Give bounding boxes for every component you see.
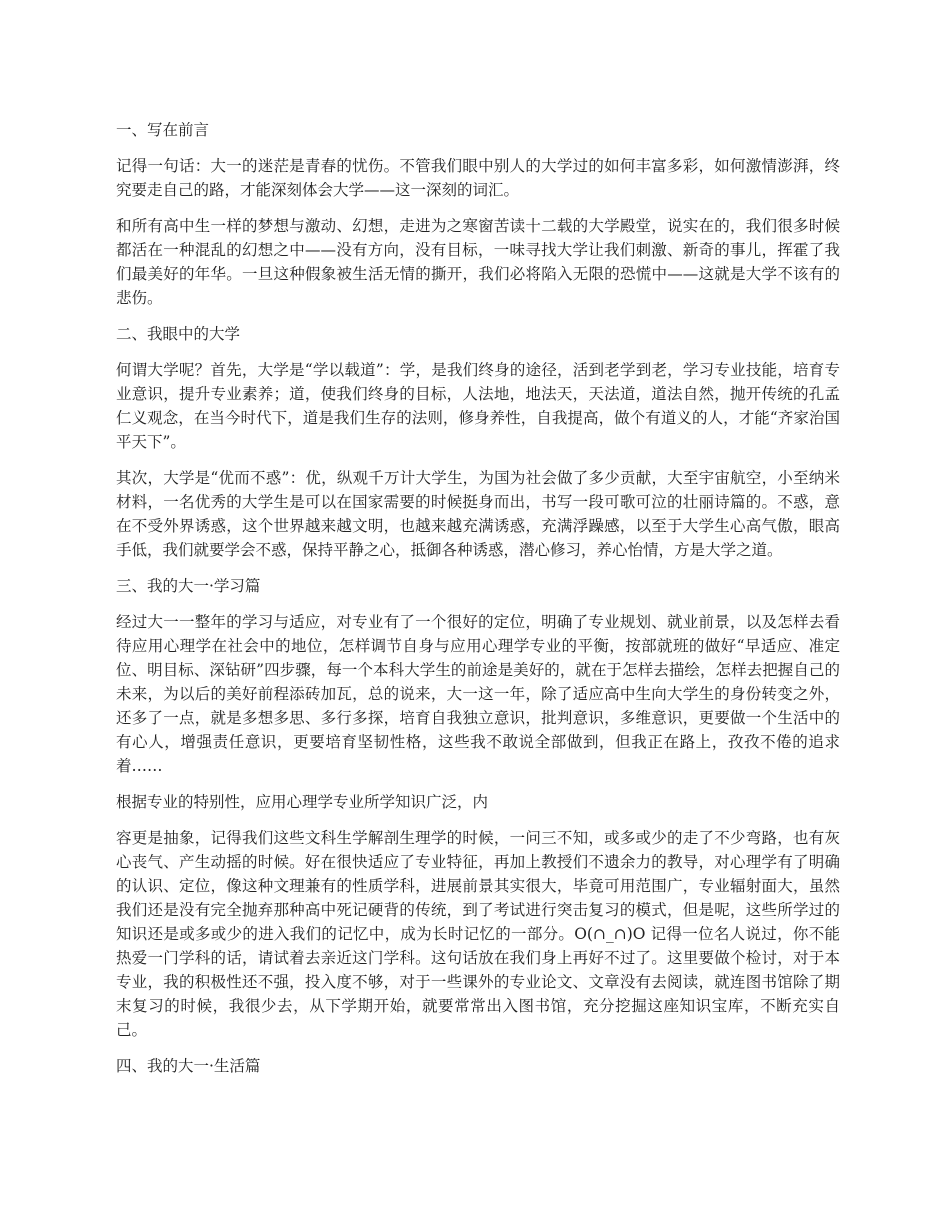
paragraph: 根据专业的特别性，应用心理学专业所学知识广泛，内 bbox=[116, 793, 489, 811]
document-page bbox=[116, 118, 840, 1090]
paragraph: 何谓大学呢？首先，大学是“学以载道”：学，是我们终身的途径，活到老学到老，学习专业技能，培育专业意识，提升专业素养；道，使我们终身的目标，人法地，地法天，天法道，道法自然，抛开传统的孔孟仁义观念，在当今时代下，道是我们生存的法则，修身养性，自我提高，做个有道义的人，才能“齐家治国平天下”。 bbox=[116, 361, 840, 451]
paragraph: 其次，大学是“优而不惑”：优，纵观千万计大学生，为国为社会做了多少贡献，大至宇宙航空，小至纳米材料，一名优秀的大学生是可以在国家需要的时候挺身而出，书写一段可歌可泣的壮丽诗篇的。不惑，意在不受外界诱惑，这个世界越来越文明，也越来越充满诱惑，充满浮躁感，以至于大学生心高气傲，眼高手低，我们就要学会不惑，保持平静之心，抵御各种诱惑，潜心修习，养心怡情，方是大学之道。 bbox=[116, 469, 840, 559]
paragraph: 和所有高中生一样的梦想与激动、幻想，走进为之寒窗苦读十二载的大学殿堂，说实在的，我们很多时候都活在一种混乱的幻想之中——没有方向，没有目标，一味寻找大学让我们刺激、新奇的事儿，挥霍了我们最美好的年华。一旦这种假象被生活无情的撕开，我们必将陷入无限的恐慌中——这就是大学不该有的悲伤。 bbox=[116, 217, 840, 307]
paragraph: 记得一句话：大一的迷茫是青春的忧伤。不管我们眼中别人的大学过的如何丰富多彩，如何激情澎湃，终究要走自己的路，才能深刻体会大学——这一深刻的词汇。 bbox=[116, 157, 840, 199]
section-heading-preface: 一、写在前言 bbox=[116, 121, 210, 139]
paragraph: 经过大一一整年的学习与适应，对专业有了一个很好的定位，明确了专业规划、就业前景，以及怎样去看待应用心理学在社会中的地位，怎样调节自身与应用心理学专业的平衡，按部就班的做好“早适应、准定位、明目标、深钻研”四步骤，每一个本科大学生的前途是美好的，就在于怎样去描绘，怎样去把握自己的未来，为以后的美好前程添砖加瓦，总的说来，大一这一年，除了适应高中生向大学生的身份转变之外，还多了一点，就是多想多思、多行多探，培育自我独立意识，批判意识，多维意识，更要做一个生活中的有心人，增强责任意识，更要培育坚韧性格，这些我不敢说全部做到，但我正在路上，孜孜不倦的追求着…… bbox=[116, 613, 840, 775]
section-heading-university: 二、我眼中的大学 bbox=[116, 325, 241, 343]
paragraph: 容更是抽象，记得我们这些文科生学解剖生理学的时候，一问三不知，或多或少的走了不少弯路，也有灰心丧气、产生动摇的时候。好在很快适应了专业特征，再加上教授们不遗余力的教导，对心理学有了明确的认识、定位，像这种文理兼有的性质学科，进展前景其实很大，毕竟可用范围广，专业辐射面大，虽然我们还是没有完全抛弃那种高中死记硬背的传统，到了考试进行突击复习的模式，但是呢，这些所学过的知识还是或多或少的进入我们的记忆中，成为长时记忆的一部分。O(∩_∩)O 记得一位名人说过，你不能热爱一门学科的话，请试着去亲近这门学科。这句话放在我们身上再好不过了。这里要做个检讨，对于本专业，我的积极性还不强，投入度不够，对于一些课外的专业论文、文章没有去阅读，就连图书馆除了期末复习的时候，我很少去，从下学期开始，就要常常出入图书馆，充分挖掘这座知识宝库，不断充实自己。 bbox=[116, 829, 840, 1039]
section-heading-study: 三、我的大一·学习篇 bbox=[116, 577, 261, 595]
section-heading-life: 四、我的大一·生活篇 bbox=[116, 1057, 261, 1075]
